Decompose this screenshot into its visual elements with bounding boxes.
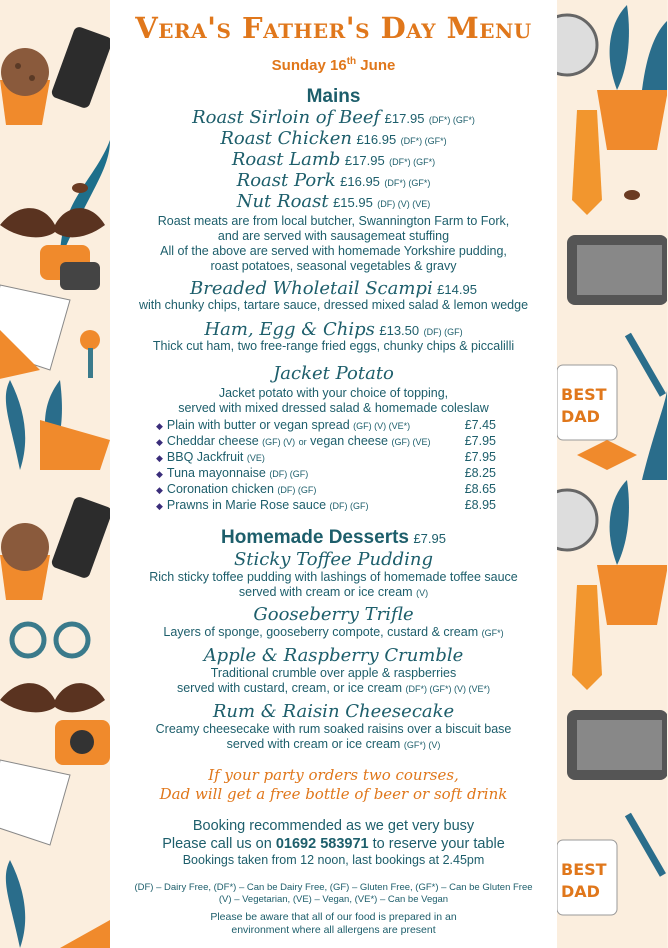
date-text: Sunday 16 [271,57,347,74]
option-tags: (GF) (V) (VE*) [353,421,411,431]
plant-icon [6,380,110,470]
booking-call-end: to reserve your table [368,836,505,852]
toolbox-icon-2 [567,710,667,780]
option-price: £7.45 [464,418,496,432]
mains-description: and are served with sausagemeat stuffing [217,229,450,243]
bullet-arrow-icon: ◆ [156,469,163,479]
mug-text-dad: DAD [561,407,600,426]
glasses-icon-2 [12,624,88,656]
jacket-description: served with mixed dressed salad & homemade coleslaw [178,401,489,415]
option-tags: (VE) [246,453,265,463]
dish-price: £17.95 [344,153,385,168]
bullet-arrow-icon: ◆ [156,501,163,511]
mains-heading: Mains [306,86,361,107]
dish-price: £16.95 [356,132,397,147]
clock-icon-2 [557,490,597,550]
jacket-option [156,466,516,482]
dessert-desc-text: served with custard, cream, or ice cream [176,681,403,695]
bullet-arrow-icon: ◆ [156,437,163,447]
envelope-icon [0,285,70,380]
envelope-icon-2 [0,760,70,845]
leaf-icon [642,380,667,480]
option-price: £7.95 [464,434,496,448]
dessert-tags: (GF*) (V) [403,740,441,750]
jacket-heading: Jacket Potato [273,363,394,384]
scampi-item [110,278,557,299]
cupcake-icon-2 [0,523,50,600]
dessert-description: Traditional crumble over apple & raspberries [210,666,457,680]
dish-tags: (DF) (GF) [423,327,463,337]
jacket-option [156,450,516,466]
jacket-options [156,418,516,514]
dish-price: £16.95 [340,174,380,189]
phone-icon-2 [50,495,110,579]
option-price: £8.95 [464,498,496,512]
dish-price: £13.50 [379,323,420,338]
phone-icon [50,25,110,109]
option-tags-2: (GF) (VE) [391,437,431,447]
mustache-icon-2 [0,683,105,712]
main-item [110,149,557,170]
date-month: June [356,57,396,74]
plant-icon [597,5,667,150]
mains-description: All of the above are served with homemade Yorkshire pudding, [160,244,507,258]
ham-description: Thick cut ham, two free-range fried eggs, chunky chips & piccalilli [152,339,515,353]
dessert-name: Gooseberry Trifle [253,604,414,625]
mug-text-best-2: BEST [561,860,607,879]
desserts-title: Homemade Desserts [221,527,409,548]
mustache-icon [0,208,105,237]
option-label: Cheddar cheese [166,434,259,448]
dish-tags: (DF*) (GF*) [400,136,447,146]
desserts-heading [110,527,557,549]
dish-name: Ham, Egg & Chips [204,319,375,340]
jacket-option [156,498,516,514]
mains-description: Roast meats are from local butcher, Swannington Farm to Fork, [157,214,510,228]
toolbox-icon [567,235,667,305]
left-decoration [0,0,110,948]
dish-name: Breaded Wholetail Scampi [190,278,433,299]
dessert-description [110,737,557,751]
option-tags: (DF) (GF) [269,469,309,479]
pen-icon [625,333,666,397]
dish-tags: (DF*) (GF*) [428,115,475,125]
ham-item [110,319,557,340]
option-label: Plain with butter or vegan spread [166,418,350,432]
jacket-option [156,418,516,434]
dessert-name: Apple & Raspberry Crumble [203,645,464,666]
booking-times: Bookings taken from 12 noon, last bookings at 2.45pm [182,853,485,867]
bullet-arrow-icon: ◆ [156,421,163,431]
dessert-description: Rich sticky toffee pudding with lashings of homemade toffee sauce [149,570,518,584]
menu-title: Vera's Father's Day Menu [135,11,532,45]
option-label: BBQ Jackfruit [166,450,244,464]
dish-price: £17.95 [384,111,425,126]
option-tags: (DF) (GF) [329,501,369,511]
tie-icon-2 [572,585,602,690]
tie-icon [572,110,602,215]
mug-text-dad-2: DAD [561,882,600,901]
phone-number: 01692 583971 [275,836,369,852]
right-decoration [557,0,667,948]
dessert-tags: (V) [416,588,429,598]
promo-text: If your party orders two courses, [208,766,459,784]
booking-line: Booking recommended as we get very busy [192,818,475,834]
option-label: Prawns in Marie Rose sauce [166,498,327,512]
dish-price: £14.95 [437,282,477,297]
dessert-desc-text: served with cream or ice cream [226,737,401,751]
leaf-icon [60,140,110,260]
decorative-pattern-left [0,0,110,948]
dessert-tags: (DF*) (GF*) (V) (VE*) [405,684,491,694]
jacket-option [156,434,516,450]
main-item [110,128,557,149]
main-item [110,191,557,212]
allergen-legend: (DF) – Dairy Free, (DF*) – Can be Dairy Free, (GF) – Gluten Free, (GF*) – Can be Gluten Free [134,882,533,893]
decorative-pattern-right [557,0,667,948]
dish-tags: (DF*) (GF*) [389,157,436,167]
desserts-price: £7.95 [413,531,446,546]
booking-call-text: Please call us on [162,836,276,852]
dish-price: £15.95 [333,195,373,210]
dessert-desc-text: served with cream or ice cream [238,585,413,599]
dish-tags: (DF*) (GF*) [384,178,431,188]
dessert-description [110,585,557,599]
option-price: £8.65 [464,482,496,496]
option-price: £8.25 [464,466,496,480]
option-label: Tuna mayonnaise [166,466,266,480]
option-or: or [298,437,307,447]
dessert-tags: (GF*) [481,628,504,638]
allergen-legend: (V) – Vegetarian, (VE) – Vegan, (VE*) – Can be Vegan [218,894,449,905]
allergen-notice: Please be aware that all of our food is prepared in an [210,911,457,923]
dish-name: Roast Lamb [231,149,341,170]
main-item [110,170,557,191]
bullet-arrow-icon: ◆ [156,453,163,463]
coffee-bean-icon [624,190,640,200]
scampi-description: with chunky chips, tartare sauce, dressed mixed salad & lemon wedge [138,298,529,312]
bullet-arrow-icon: ◆ [156,485,163,495]
mains-description: roast potatoes, seasonal vegetables & gravy [210,259,457,273]
dish-name: Roast Pork [236,170,336,191]
dish-tags: (DF) (V) (VE) [377,199,431,209]
option-tags: (GF) (V) [262,437,296,447]
menu-panel [110,0,557,948]
dessert-description [110,625,557,639]
dish-name: Roast Chicken [220,128,352,149]
option-tags: (DF) (GF) [277,485,317,495]
glasses-icon [40,245,100,290]
dessert-description: Creamy cheesecake with rum soaked raisins over a biscuit base [155,722,512,736]
mug-icon-2 [557,840,617,915]
dish-name: Nut Roast [236,191,329,212]
pen-icon-2 [625,813,666,877]
plant-icon-2 [597,480,667,625]
option-label-2: vegan cheese [310,434,388,448]
dish-name: Roast Sirloin of Beef [192,107,381,128]
allergen-notice: environment where all allergens are present [231,924,436,936]
dessert-name: Sticky Toffee Pudding [233,549,434,570]
main-item [110,107,557,128]
cupcake-icon [0,48,50,125]
option-label: Coronation chicken [166,482,274,496]
clock-icon [557,15,597,75]
camera-icon [55,720,110,765]
promo-text: Dad will get a free bottle of beer or soft drink [159,785,508,803]
dessert-name: Rum & Raisin Cheesecake [212,701,455,722]
date-suffix: th [346,56,357,67]
magnifier-icon [80,330,100,378]
mug-text-best: BEST [561,385,607,404]
bow-tie-icon [577,440,637,470]
plant-icon-2 [6,860,110,948]
coffee-bean-icon [72,183,88,193]
jacket-description: Jacket potato with your choice of topping, [218,386,449,400]
menu-date [110,56,557,74]
dessert-description [110,681,557,695]
jacket-option [156,482,516,498]
option-price: £7.95 [464,450,496,464]
dessert-desc-text: Layers of sponge, gooseberry compote, custard & cream [163,625,479,639]
mug-icon [557,365,617,440]
booking-call [110,836,557,852]
